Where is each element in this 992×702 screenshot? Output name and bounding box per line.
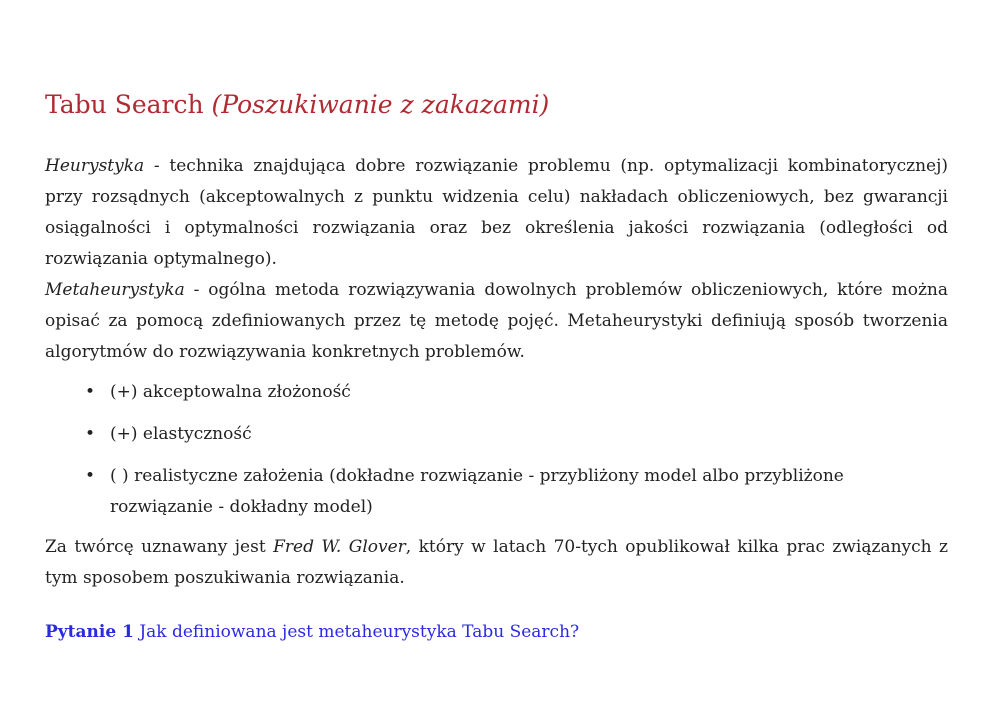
list-item (45, 377, 948, 408)
bullet-icon: • (85, 424, 96, 444)
bullet-icon: • (85, 382, 96, 402)
list-item (45, 419, 948, 450)
list-item-text: (+) akceptowalna złożoność (110, 382, 351, 402)
definition-text: - ogólna metoda rozwiązywania dowolnych problemów obliczeniowych, które można opisać za pomocą zdefiniowanych przez tę metodę pojęć. Metaheurystyki definiują sposób tworzenia algorytmów do rozwiązywania konkretnych problemów. (45, 280, 948, 362)
question-label: Pytanie 1 (45, 622, 134, 642)
author-name: Fred W. Glover (273, 537, 406, 557)
closing-after: , który w latach 70-tych opublikował kilka prac związanych z tym sposobem poszukiwania rozwiązania. (45, 537, 948, 588)
title-text: Tabu Search (45, 90, 204, 119)
bullet-icon: • (85, 466, 96, 486)
definition-term: Heurystyka (45, 156, 145, 176)
title-subtitle: (Poszukiwanie z zakazami) (211, 90, 550, 119)
list-item (45, 461, 948, 523)
question-block (45, 617, 948, 648)
definition-metaheurystyka (45, 275, 948, 368)
question-text: Jak definiowana jest metaheurystyka Tabu Search? (133, 622, 580, 642)
definition-heurystyka (45, 151, 948, 275)
feature-list (45, 377, 948, 523)
list-item-text: ( ) realistyczne założenia (dokładne rozwiązanie - przybliżony model albo przybliżone rozwiązanie - dokładny model) (110, 466, 844, 517)
section-title (45, 88, 948, 122)
list-item-text: (+) elastyczność (110, 424, 252, 444)
definition-term: Metaheurystyka (45, 280, 185, 300)
definition-text: - technika znajdująca dobre rozwiązanie problemu (np. optymalizacji kombinatorycznej) przy rozsądnych (akceptowalnych z punktu widzenia celu) nakładach obliczeniowych, bez gwarancji osiągalności i optymalności rozwiązania oraz bez określenia jakości rozwiązania (odległości od rozwiązania optymalnego). (45, 156, 948, 269)
page-content (45, 88, 948, 665)
author-paragraph (45, 532, 948, 594)
closing-before: Za twórcę uznawany jest (45, 537, 274, 557)
